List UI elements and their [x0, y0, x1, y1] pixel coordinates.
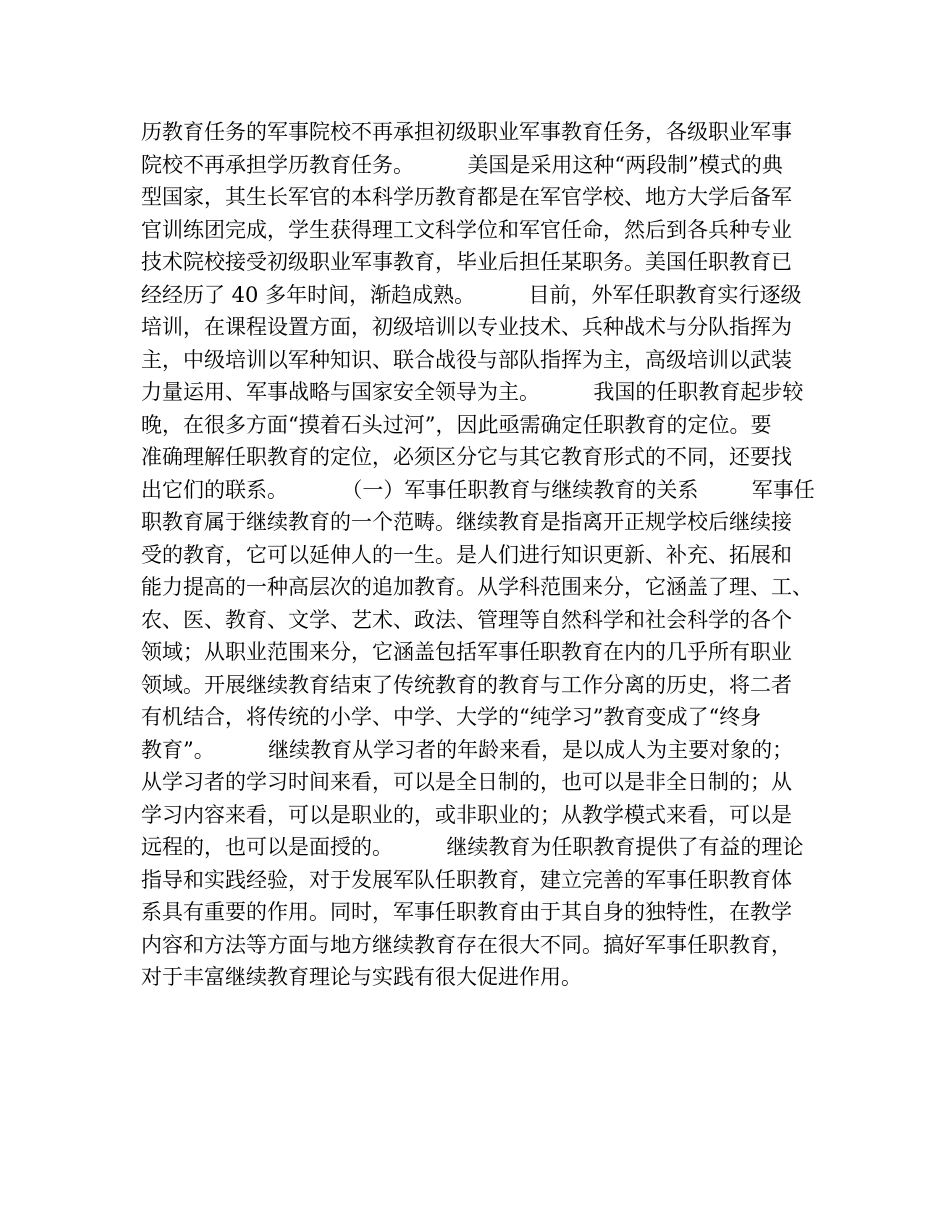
- text-line-10: 晚，在很多方面“摸着石头过河”，因此亟需确定任职教育的定位。要: [141, 412, 772, 437]
- text-line-12: 出它们的联系。 （一）军事任职教育与继续教育的关系 军事任: [141, 477, 815, 502]
- text-line-22: 学习内容来看，可以是职业的，或非职业的；从教学模式来看，可以是: [141, 802, 792, 827]
- text-line-4: 官训练团完成，学生获得理工文科学位和军官任命，然后到各兵种专业: [141, 217, 792, 242]
- text-line-26: 内容和方法等方面与地方继续教育存在很大不同。搞好军事任职教育，: [141, 932, 792, 957]
- text-line-15: 能力提高的一种高层次的追加教育。从学科范围来分，它涵盖了理、工、: [141, 575, 813, 599]
- text-line-5: 技术院校接受初级职业军事教育，毕业后担任某职务。美国任职教育已: [141, 250, 792, 274]
- text-line-21: 从学习者的学习时间来看，可以是全日制的，也可以是非全日制的；从: [141, 770, 792, 794]
- text-line-23: 远程的，也可以是面授的。 继续教育为任职教育提供了有益的理论: [141, 835, 804, 859]
- text-line-16: 农、医、教育、文学、艺术、政法、管理等自然科学和社会科学的各个: [141, 607, 792, 632]
- text-line-27: 对于丰富继续教育理论与实践有很大促进作用。: [141, 965, 582, 989]
- text-line-8: 主，中级培训以军种知识、联合战役与部队指挥为主，高级培训以武装: [141, 347, 792, 372]
- text-line-3: 型国家，其生长军官的本科学历教育都是在军官学校、地方大学后备军: [141, 185, 792, 209]
- text-line-14: 受的教育，它可以延伸人的一生。是人们进行知识更新、补充、拓展和: [141, 542, 792, 567]
- text-line-6: 经经历了 40 多年时间，渐趋成熟。 目前，外军任职教育实行逐级: [141, 282, 802, 307]
- body-text: [141, 116, 821, 994]
- text-line-7: 培训，在课程设置方面，初级培训以专业技术、兵种战术与分队指挥为: [141, 315, 792, 339]
- text-line-13: 职教育属于继续教育的一个范畴。继续教育是指离开正规学校后继续接: [141, 510, 792, 534]
- text-line-2: 院校不再承担学历教育任务。 美国是采用这种“两段制”模式的典: [141, 152, 783, 177]
- text-line-17: 领域；从职业范围来分，它涵盖包括军事任职教育在内的几乎所有职业: [141, 640, 792, 664]
- text-line-11: 准确理解任职教育的定位，必须区分它与其它教育形式的不同，还要找: [141, 445, 792, 469]
- text-line-18: 领域。开展继续教育结束了传统教育的教育与工作分离的历史，将二者: [141, 672, 792, 697]
- text-line-9: 力量运用、军事战略与国家安全领导为主。 我国的任职教育起步较: [141, 380, 804, 404]
- text-line-25: 系具有重要的作用。同时，军事任职教育由于其自身的独特性，在教学: [141, 900, 792, 924]
- text-line-1: 历教育任务的军事院校不再承担初级职业军事教育任务，各级职业军事: [141, 120, 792, 144]
- text-line-20: 教育”。 继续教育从学习者的年龄来看，是以成人为主要对象的；: [141, 737, 794, 762]
- text-line-19: 有机结合，将传统的小学、中学、大学的“纯学习”教育变成了“终身: [141, 705, 762, 729]
- text-line-24: 指导和实践经验，对于发展军队任职教育，建立完善的军事任职教育体: [141, 867, 792, 892]
